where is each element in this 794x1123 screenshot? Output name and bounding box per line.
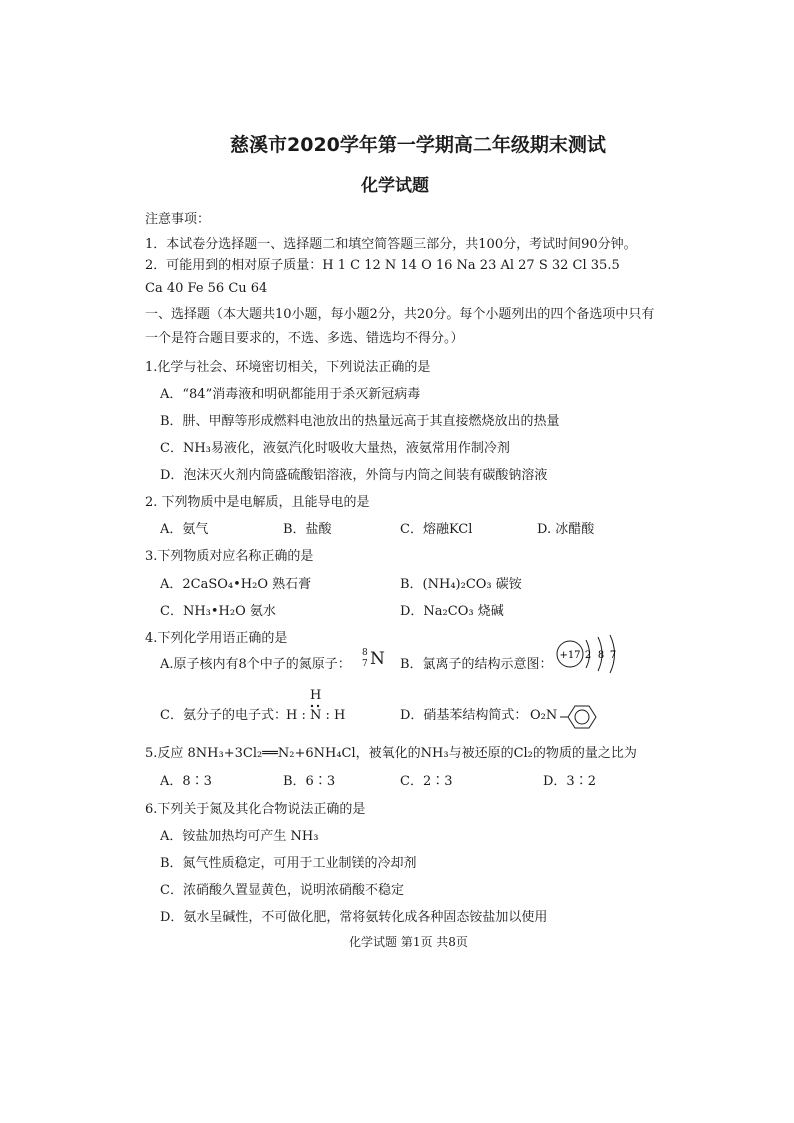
question-6-option-a: A．铵盐加热均可产生 NH₃	[160, 829, 319, 844]
section-heading: 一、选择题（本大题共10小题，每小题2分，共20分。每个小题列出的四个备选项中只有	[145, 307, 655, 322]
notice-item-2: 2．可能用到的相对原子质量：H 1 C 12 N 14 O 16 Na 23 Al 27 S 32 Cl 35.5	[145, 258, 620, 273]
question-4-option-d: D．硝基苯结构简式：	[400, 708, 528, 723]
question-4-option-c: C．氨分子的电子式：	[160, 708, 287, 723]
lone-pair-dots	[309, 703, 321, 709]
question-3-option-c: C．NH₃•H₂O 氨水	[160, 604, 276, 619]
electron-formula-row: H : N : H	[286, 708, 346, 723]
question-1-stem: 1.化学与社会、环境密切相关，下列说法正确的是	[145, 360, 431, 375]
question-5-option-c: C．2∶3	[400, 774, 453, 789]
question-6-option-c: C．浓硝酸久置显黄色，说明浓硝酸不稳定	[160, 883, 404, 898]
question-3-option-b: B．(NH₄)₂CO₃ 碳铵	[400, 577, 522, 592]
mass-number: 8	[362, 648, 368, 658]
question-2-stem: 2. 下列物质中是电解质，且能导电的是	[145, 495, 370, 510]
chloride-ion-diagram	[552, 634, 632, 680]
element-symbol: N	[370, 649, 385, 669]
question-2-option-b: B．盐酸	[283, 522, 332, 537]
benzene-ring-structure	[560, 702, 604, 732]
question-1-option-d: D．泡沫灭火剂内筒盛硫酸铝溶液，外筒与内筒之间装有碳酸钠溶液	[160, 468, 548, 483]
shell-electrons-2: 8	[597, 650, 605, 661]
question-4-option-b: B．氯离子的结构示意图：	[400, 657, 553, 672]
question-4-option-a: A.原子核内有8个中子的氮原子：	[160, 657, 351, 672]
benzene-inner-circle	[575, 710, 589, 724]
question-5-option-b: B．6∶3	[283, 774, 336, 789]
section-heading-cont: 一个是符合题目要求的，不选、多选、错选均不得分。）	[145, 331, 464, 346]
question-1-option-a: A．“84”消毒液和明矾都能用于杀灭新冠病毒	[160, 387, 421, 402]
question-6-option-b: B．氮气性质稳定，可用于工业制镁的冷却剂	[160, 856, 417, 871]
question-2-option-d: D. 冰醋酸	[537, 522, 595, 537]
atomic-number: 7	[362, 659, 368, 669]
shell-electrons-3: 7	[609, 650, 617, 661]
notice-heading: 注意事项：	[145, 212, 211, 227]
page-subtitle: 化学试题	[361, 176, 429, 196]
notice-item-1: 1．本试卷分选择题一、选择题二和填空简答题三部分，共100分，考试时间90分钟。	[145, 237, 637, 252]
question-3-stem: 3.下列物质对应名称正确的是	[145, 549, 314, 564]
nitro-group-label: O₂N	[530, 708, 558, 723]
shell-electrons-1: 2	[584, 650, 592, 661]
question-5-option-a: A．8∶3	[160, 774, 212, 789]
page-footer: 化学试题 第1页 共8页	[349, 935, 468, 949]
nuclide-symbol	[362, 650, 386, 674]
question-4-stem: 4.下列化学用语正确的是	[145, 631, 288, 646]
question-3-option-a: A．2CaSO₄•H₂O 熟石膏	[160, 577, 312, 592]
question-1-option-c: C．NH₃易液化，液氨汽化时吸收大量热，液氨常用作制冷剂	[160, 441, 510, 456]
question-1-option-b: B．肼、甲醇等形成燃料电池放出的热量远高于其直接燃烧放出的热量	[160, 414, 560, 429]
benzene-hexagon	[568, 706, 596, 728]
nucleus-charge: +17	[559, 650, 581, 661]
question-2-option-c: C．熔融KCl	[400, 522, 473, 537]
question-5-stem: 5.反应 8NH₃+3Cl₂══N₂+6NH₄Cl，被氧化的NH₃与被还原的Cl₂的物质的量之比为	[145, 746, 637, 761]
electron-formula-top-h: H	[310, 688, 322, 703]
question-2-option-a: A．氨气	[160, 522, 209, 537]
question-6-option-d: D．氨水呈碱性，不可做化肥，常将氨转化成各种固态铵盐加以使用	[160, 910, 548, 925]
question-6-stem: 6.下列关于氮及其化合物说法正确的是	[145, 802, 366, 817]
question-3-option-d: D．Na₂CO₃ 烧碱	[400, 604, 504, 619]
notice-item-2-cont: Ca 40 Fe 56 Cu 64	[145, 281, 268, 296]
question-5-option-d: D．3∶2	[543, 774, 596, 789]
page-title: 慈溪市2020学年第一学期高二年级期末测试	[230, 134, 606, 156]
